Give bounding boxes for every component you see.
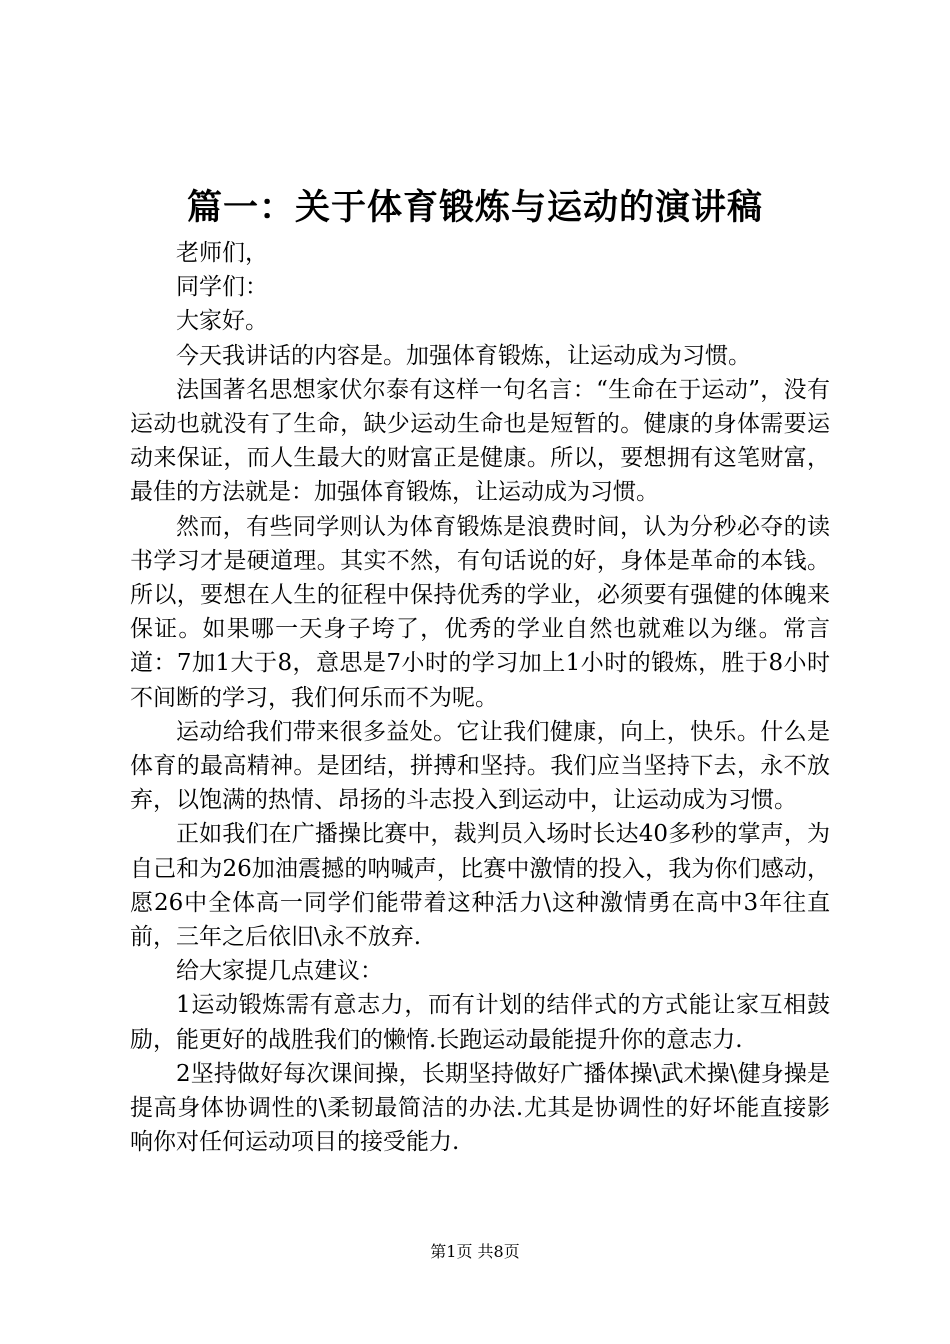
greeting: 大家好。 xyxy=(176,308,268,335)
paragraph-benefits: 运动给我们带来很多益处。它让我们健康，向上，快乐。什么是体育的最高精神。是团结，拼搏和坚持。我们应当坚持下去，永不放弃，以饱满的热情、昂扬的斗志投入到运动中，让运动成为习惯。 xyxy=(130,718,830,814)
topic-paragraph: 今天我讲话的内容是。加强体育锻炼，让运动成为习惯。 xyxy=(176,342,751,369)
salutation-teachers: 老师们， xyxy=(176,240,268,266)
paragraph-broadcast-exercise: 正如我们在广播操比赛中，裁判员入场时长达40多秒的掌声，为自己和为26加油震撼的呐喊声，比赛中激情的投入，我为你们感动，愿26中全体高一同学们能带着这种活力\这种激情勇在高中3年往直前，三年之后依旧\永不放弃. xyxy=(130,821,830,951)
paragraph-counterargument: 然而，有些同学则认为体育锻炼是浪费时间，认为分秒必夺的读书学习才是硬道理。其实不然，有句话说的好，身体是革命的本钱。所以，要想在人生的征程中保持优秀的学业，必须要有强健的体魄来保证。如果哪一天身子垮了，优秀的学业自然也就难以为继。常言道：7加1大于8，意思是7小时的学习加上1小时的锻炼，胜于8小时不间断的学习，我们何乐而不为呢。 xyxy=(130,513,830,711)
suggestions-intro: 给大家提几点建议： xyxy=(176,958,383,985)
suggestion-1: 1运动锻炼需有意志力，而有计划的结伴式的方式能让家互相鼓励，能更好的战胜我们的懒惰.长跑运动最能提升你的意志力. xyxy=(130,992,830,1053)
page-footer: 第1页 共8页 xyxy=(430,1242,520,1261)
document-body xyxy=(130,236,830,1159)
paragraph-voltaire-quote: 法国著名思想家伏尔泰有这样一句名言：“生命在于运动”，没有运动也就没有了生命，缺少运动生命也是短暂的。健康的身体需要运动来保证，而人生最大的财富正是健康。所以，要想拥有这笔财富，最佳的方法就是：加强体育锻炼，让运动成为习惯。 xyxy=(130,376,830,506)
suggestion-2: 2坚持做好每次课间操，长期坚持做好广播体操\武术操\健身操是提高身体协调性的\柔韧最简洁的办法.尤其是协调性的好坏能直接影响你对任何运动项目的接受能力. xyxy=(130,1060,830,1156)
document-title: 篇一：关于体育锻炼与运动的演讲稿 xyxy=(186,187,763,228)
salutation-students: 同学们： xyxy=(176,274,268,301)
